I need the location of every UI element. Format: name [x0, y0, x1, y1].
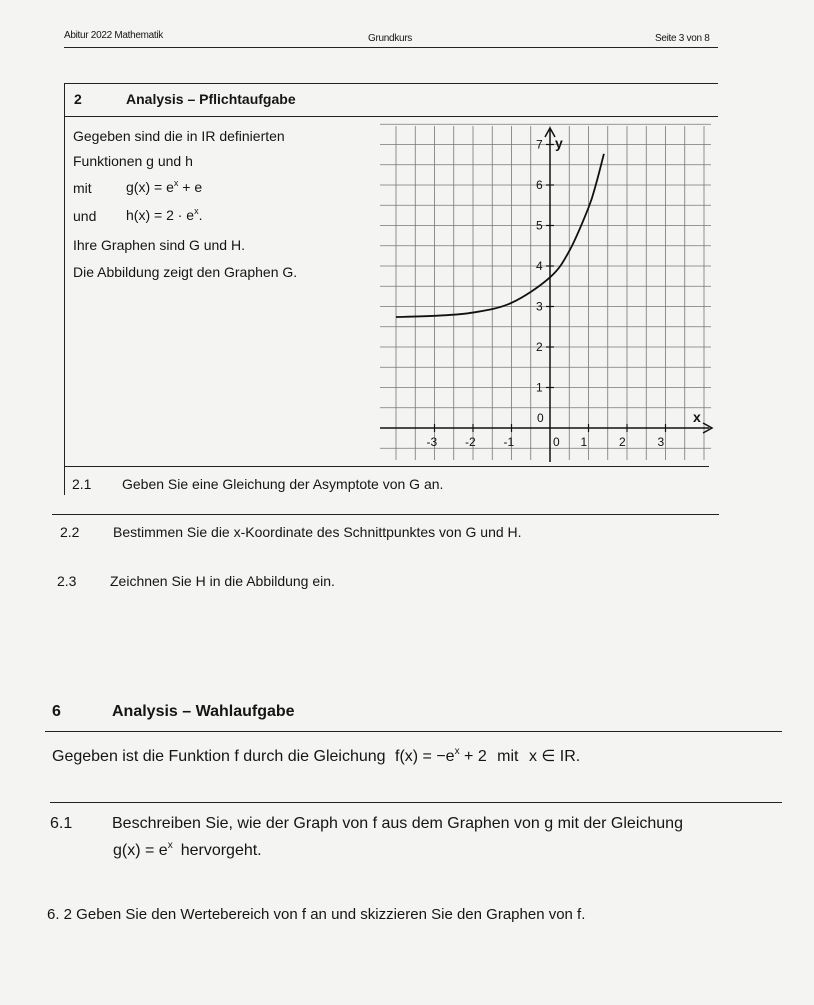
graph-axes [380, 128, 712, 462]
task2-title: Analysis – Pflichtaufgabe [126, 91, 296, 107]
x-tick-label: -1 [503, 435, 515, 449]
task6-given-rule [50, 802, 782, 803]
y-axis-label: y [555, 135, 563, 151]
y-tick-label: 7 [536, 137, 543, 152]
subtask-2-3-number: 2.3 [57, 573, 77, 589]
task2-und: und [73, 208, 97, 224]
subtask-2-2-text: Bestimmen Sie die x-Koordinate des Schnittpunktes von G und H. [113, 524, 522, 540]
graph-G [380, 122, 715, 464]
graph-grid [380, 124, 711, 460]
x-tick-label: 1 [580, 435, 588, 449]
subtask-6-2-text: 6. 2 Geben Sie den Wertebereich von f an und skizzieren Sie den Graphen von f. [47, 906, 586, 923]
task2-g-definition: $g(x) = e^x + e$ [126, 178, 203, 195]
task6-given: Gegeben ist die Funktion f durch die Gleichung $f(x) = -e^x + 2$ mit x ∈ IR. [52, 746, 581, 765]
curve-G [396, 154, 604, 317]
origin-label: 0 [537, 411, 544, 425]
task2-top-rule [64, 83, 718, 84]
task6-title-rule [45, 731, 782, 732]
task6-f-definition: $f(x) = -e^x + 2$ [395, 746, 487, 765]
task2-mit: mit [73, 180, 92, 196]
subtask-2-3-text: Zeichnen Sie H in die Abbildung ein. [110, 573, 335, 589]
header-center: Grundkurs [368, 33, 412, 44]
task2-h-definition: $h(x) = 2 \cdot e^x$. [126, 206, 203, 223]
x-tick-label: -3 [426, 435, 438, 449]
y-tick-label: 6 [536, 178, 543, 192]
task2-number: 2 [74, 91, 82, 107]
subtask-6-1-line2: $g(x) = e^x$ hervorgeht. [113, 840, 262, 859]
subtask-6-1-line1: Beschreiben Sie, wie der Graph von f aus dem Graphen von g mit der Gleichung [112, 815, 683, 832]
header-rule [64, 47, 718, 48]
x-axis-label: x [693, 409, 701, 425]
graph-curves [396, 154, 604, 317]
y-tick-label: 1 [536, 380, 543, 395]
y-tick-label: 5 [536, 218, 543, 233]
x-tick-label-0: 0 [553, 435, 560, 449]
y-tick-label: 4 [536, 259, 543, 273]
graph-ticks [427, 135, 702, 449]
subtask-2-1-rule [52, 514, 719, 515]
y-tick-label: 3 [536, 299, 543, 314]
task2-left-rule [64, 83, 65, 495]
task2-graph-bottom-rule [64, 466, 709, 467]
x-tick-label: 3 [657, 435, 665, 449]
task2-graphs-line: Ihre Graphen sind G und H. [73, 237, 245, 253]
x-tick-label: 2 [619, 435, 626, 449]
x-tick-label: -2 [465, 435, 476, 449]
y-tick-label: 2 [536, 340, 543, 354]
task2-title-rule [64, 116, 718, 117]
task6-title: Analysis – Wahlaufgabe [112, 703, 295, 720]
task2-intro-line2: Funktionen g und h [73, 153, 193, 169]
task2-intro-line1: Gegeben sind die in IR definierten [73, 128, 285, 144]
subtask-2-2-number: 2.2 [60, 524, 80, 540]
task2-figure-line: Die Abbildung zeigt den Graphen G. [73, 264, 298, 280]
task6-number: 6 [52, 703, 61, 720]
header-right: Seite 3 von 8 [655, 33, 710, 44]
subtask-6-1-number: 6.1 [50, 815, 73, 832]
header-left: Abitur 2022 Mathematik [64, 30, 164, 41]
subtask-2-1-text: Geben Sie eine Gleichung der Asymptote von G an. [122, 476, 444, 492]
subtask-2-1-number: 2.1 [72, 476, 92, 492]
